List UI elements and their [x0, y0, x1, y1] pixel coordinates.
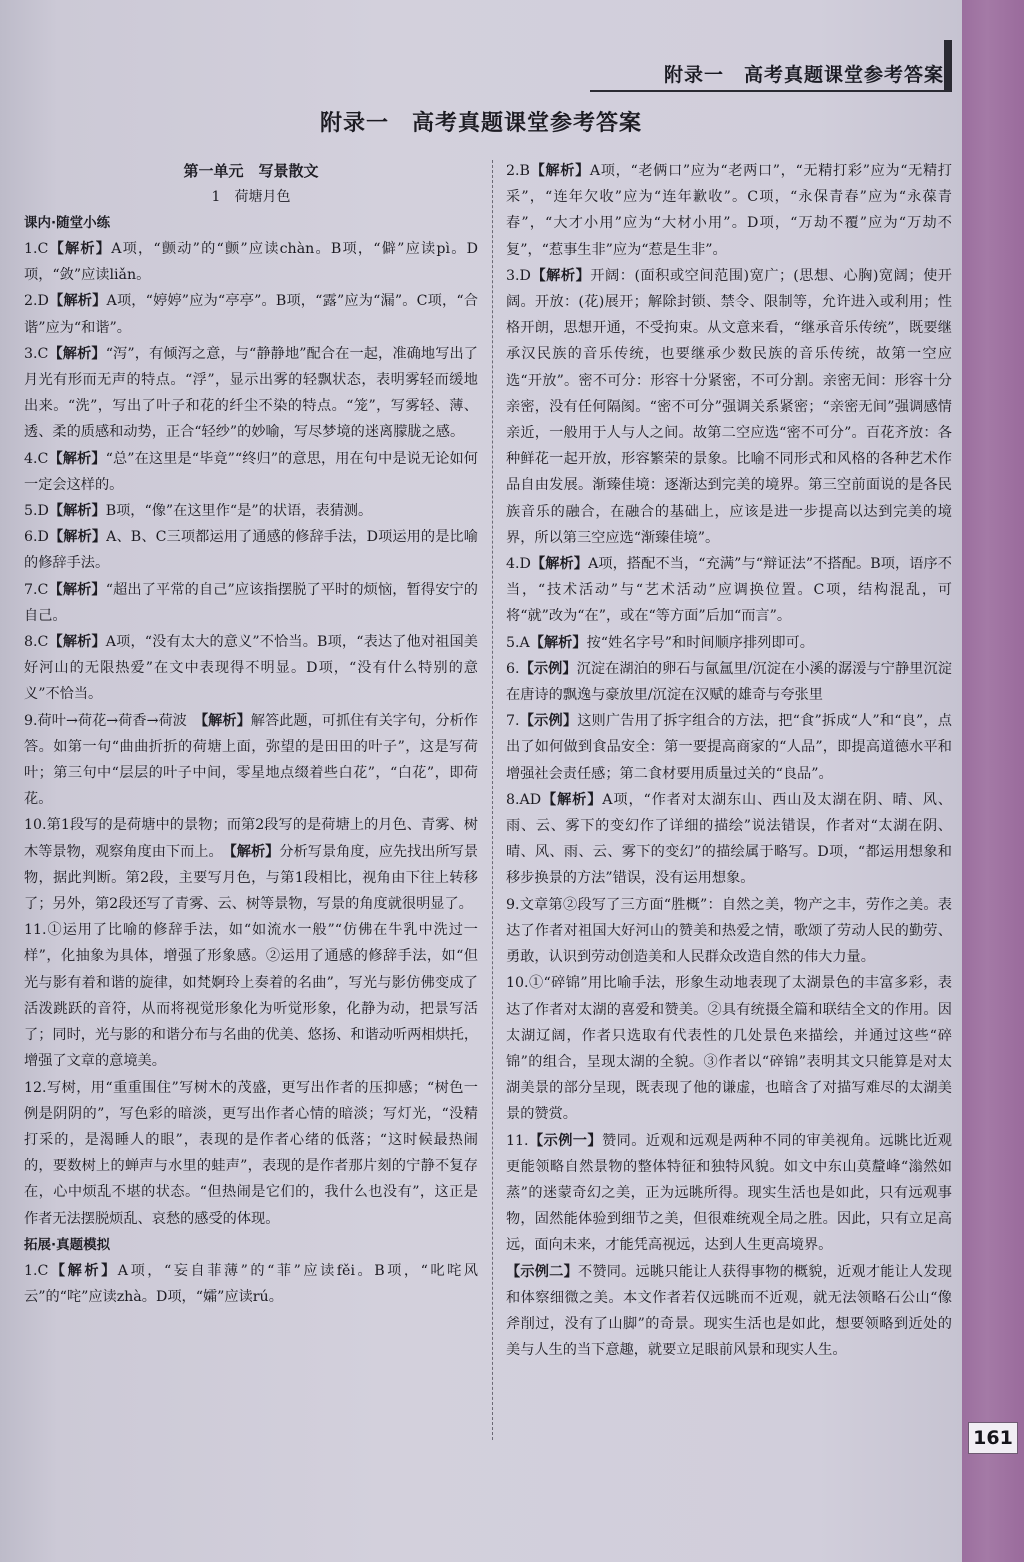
answer-tag: 【解析】	[529, 634, 587, 651]
answer-tag: 【解析】	[48, 1262, 118, 1279]
answer-item	[24, 288, 478, 340]
answer-number: 12.	[24, 1079, 47, 1096]
answer-text: “超出了平常的自己”应该指摆脱了平时的烦恼，暂得安宁的自己。	[24, 581, 478, 624]
answer-text: “总”在这里是“毕竟”“终归”的意思，用在句中是说无论如何一定会这样的。	[24, 450, 478, 493]
chapter-side-tab	[962, 0, 1024, 1562]
left-column	[24, 158, 478, 1310]
answer-item	[506, 656, 952, 708]
answer-number: 6.D	[24, 529, 49, 546]
answer-tag: 【解析】	[48, 241, 112, 257]
answer-number: 9.	[506, 896, 520, 913]
answer-text: 赞同。近观和远观是两种不同的审美视角。远眺比近观更能领略自然景物的整体特征和独特风貌。如文中东山莫釐峰“滃然如蒸”的迷蒙奇幻之美，正为远眺所得。现实生活也是如此，只有远观事物，固然能体验到细节之美，但很难统观全局之胜。因此，只有立足高远，面向未来，才能凭高视远，达到人生更高境界。	[506, 1132, 952, 1254]
answer-item	[506, 787, 952, 892]
column-divider	[492, 160, 493, 1440]
answer-item	[24, 498, 478, 524]
answer-number: 7.C	[24, 581, 49, 598]
answer-tag: 【解析】	[48, 503, 106, 520]
right-column	[506, 158, 952, 1363]
answer-item	[24, 577, 478, 629]
answer-item	[24, 1075, 478, 1232]
answer-text: “泻”，有倾泻之意，与“静静地”配合在一起，准确地写出了月光有形而无声的特点。“浮”，显示出雾的轻飘状态，表明雾轻而缓地出来。“洗”，写出了叶子和花的纤尘不染的特点。“笼”，写雾轻、薄、透、柔的质感和动势，正合“轻纱”的妙喻，写尽梦境的迷离朦胧之感。	[24, 345, 478, 441]
answer-tag: 【解析】	[530, 267, 591, 284]
answer-item	[24, 446, 478, 498]
answer-text: A项，“作者对太湖东山、西山及太湖在阴、晴、风、雨、云、雾下的变幻作了详细的描绘”说法错误，作者对“太湖在阴、晴、风、雨、云、雾下的变幻”的描绘属于略写。D项，“都运用想象和移步换景的方法”错误，没有运用想象。	[506, 791, 952, 887]
answer-number: 4.D	[506, 556, 531, 573]
answer-number: 1.C	[24, 1262, 49, 1279]
answer-tag: 【示例】	[519, 660, 577, 677]
answer-tag: 【示例一】	[528, 1132, 602, 1149]
answer-item	[24, 524, 478, 576]
answer-item	[506, 1128, 952, 1259]
answer-text: 开阔：(面积或空间范围)宽广；(思想、心胸)宽阔；使开阔。开放：(花)展开；解除封锁、禁令、限制等，允许进入或利用；性格开朗，思想开通，不受拘束。从文意来看，“继承音乐传统”，既要继承汉民族的音乐传统，也要继承少数民族的音乐传统，故第一空应选“开放”。密不可分：形容十分紧密，不可分割。亲密无间：形容十分亲密，没有任何隔阂。“密不可分”强调关系紧密；“亲密无间”强调感情亲近，一般用于人与人之间。故第二空应选“密不可分”。百花齐放：各种鲜花一起开放，形容繁荣的景象。比喻不同形式和风格的各种艺术作品自由发展。渐臻佳境：逐渐达到完美的境界。第三空前面说的是各民族音乐的融合，在融合的基础上，应该是进一步提高以达到完美的境界，所以第三空应选“渐臻佳境”。	[506, 267, 952, 546]
answer-list	[506, 158, 952, 1363]
answer-text: ①运用了比喻的修辞手法，如“如流水一般”“仿佛在牛乳中洗过一样”，化抽象为具体，增强了形象感。②运用了通感的修辞手法，如“但光与影有着和谐的旋律，如梵婀玲上奏着的名曲”，写光与影仿佛变成了活泼跳跃的音符，从而将视觉形象化为听觉形象，化静为动，把景写活了；同时，光与影的和谐分布与名曲的优美、悠扬、和谐动听两相烘托，增强了文章的意境美。	[24, 922, 479, 1070]
answer-number: 8.AD	[506, 791, 542, 808]
answer-text: 这则广告用了拆字组合的方法，把“食”拆成“人”和“良”，点出了如何做到食品安全：第一要提高商家的“人品”，即提高道德水平和增强社会责任感；第二食材要用质量过关的“良品”。	[506, 713, 952, 782]
answer-item	[506, 158, 952, 263]
answer-item	[506, 892, 952, 971]
answer-number: 2.B	[506, 163, 530, 179]
answer-tag: 【解析】	[229, 843, 280, 860]
header-rule	[590, 90, 952, 92]
answer-number: 3.D	[506, 267, 531, 284]
answer-text: A项，“妄自菲薄”的“菲”应读fěi。B项，“叱咤风云”的“咤”应读zhà。D项，“孀”应读rú。	[24, 1262, 478, 1305]
unit-heading: 第一单元 写景散文	[183, 162, 319, 180]
answer-tag: 【解析】	[201, 712, 251, 729]
answer-item	[506, 263, 952, 551]
running-header	[590, 58, 952, 88]
answer-tag: 【解析】	[48, 581, 106, 598]
answer-item	[506, 708, 952, 787]
answer-list	[24, 236, 478, 1232]
answer-prefix: 第1段写的是荷塘中的景物；而第2段写的是荷塘上的月色、青雾、树木等景物，观察角度由下而上。	[24, 817, 478, 860]
answer-item	[24, 341, 478, 446]
answer-text: ①“碎锦”用比喻手法，形象生动地表现了太湖景色的丰富多彩，表达了作者对太湖的喜爱和赞美。②具有统摄全篇和联结全文的作用。因太湖辽阔，作者只选取有代表性的几处景色来描绘，并通过这些“碎锦”的组合，呈现太湖的全貌。③作者以“碎锦”表明其文只能算是对太湖美景的部分呈现，既表现了他的谦虚，也暗含了对描写难尽的太湖美景的赞赏。	[506, 975, 952, 1123]
answer-tag: 【解析】	[48, 450, 106, 467]
answer-text: 解答此题，可抓住有关字句，分析作答。如第一句“曲曲折折的荷塘上面，弥望的是田田的叶子”，这是写荷叶；第三句中“层层的叶子中间，零星地点缀着些白花”，“白花”，即荷花。	[24, 712, 478, 808]
answer-text: 文章第②段写了三方面“胜概”：自然之美，物产之丰，劳作之美。表达了作者对祖国大好河山的赞美和热爱之情，歌颂了劳动人民的勤劳、勇敢，认识到劳动创造美和人民群众改造自然的伟大力量。	[506, 896, 952, 966]
answer-text: 分析写景角度，应先找出所写景物，据此判断。第2段，主要写月色，与第1段相比，视角由下往上转移了；另外，第2段还写了青雾、云、树等景物，写景的角度就很明显了。	[24, 843, 479, 913]
answer-item	[24, 708, 478, 813]
answer-item	[506, 630, 952, 656]
answer-tag: 【解析】	[48, 634, 106, 651]
lesson-heading: 1 荷塘月色	[211, 189, 291, 205]
answer-text: 不赞同。远眺只能让人获得事物的概貌，近观才能让人发现和体察细微之美。本文作者若仅远眺而不近观，就无法领略石公山“像斧削过，没有了山脚”的奇景。现实生活也是如此，想要领略到近处的美与人生的当下意趣，就要立足眼前风景和现实人生。	[506, 1263, 952, 1359]
answer-number: 7.	[506, 713, 520, 730]
answer-number: 10.	[506, 975, 529, 992]
answer-text: 沉淀在湖泊的卵石与氤氲里/沉淀在小溪的潺湲与宁静里沉淀在唐诗的飘逸与豪放里/沉淀在汉赋的雄奇与夸张里	[506, 660, 952, 704]
answer-text: A项，“婷婷”应为“亭亭”。B项，“露”应为“漏”。C项，“合谐”应为“和谐”。	[24, 293, 478, 336]
answer-tag: 【解析】	[530, 556, 589, 573]
answer-number: 5.D	[24, 503, 49, 520]
answer-tag: 【解析】	[48, 293, 107, 310]
answer-text: A、B、C三项都运用了通感的修辞手法，D项运用的是比喻的修辞手法。	[24, 529, 478, 572]
answer-text: 写树，用“重重围住”写树木的茂盛，更写出作者的压抑感；“树色一例是阴阴的”，写色彩的暗淡，更写出作者心情的暗淡；写灯光，“没精打采的，是渴睡人的眼”，表现的是作者心绪的低落；“这时候最热闹的，要数树上的蝉声与水里的蛙声”，表现的是作者那片刻的宁静不复存在，心中烦乱不堪的状态。“但热闹是它们的，我什么也没有”，这正是作者无法摆脱烦乱、哀愁的感受的体现。	[24, 1079, 478, 1227]
answer-tag: 【解析】	[48, 345, 106, 362]
answer-number: 4.C	[24, 450, 49, 467]
answer-text: A项，搭配不当，“充满”与“辩证法”不搭配。B项，语序不当，“技术活动”与“艺术活动”应调换位置。C项，结构混乱，可将“就”改为“在”，或在“等方面”后加“而言”。	[506, 556, 952, 625]
answer-item	[24, 812, 478, 917]
section-heading: 拓展·真题模拟	[24, 1236, 111, 1253]
answer-tag: 【解析】	[48, 529, 107, 546]
answer-text: A项，“老俩口”应为“老两口”，“无精打彩”应为“无精打采”，“连年欠收”应为“连年歉收”。C项，“永保青春”应为“永葆青春”，“大才小用”应为“大材小用”。D项，“万劫不覆”应为“万劫不复”，“惹事生非”应为“惹是生非”。	[506, 163, 952, 258]
answer-number: 9.	[24, 712, 38, 729]
answer-item	[506, 970, 952, 1127]
answer-number: 8.C	[24, 634, 49, 651]
answer-item	[506, 551, 952, 630]
answer-text: A项，“没有太大的意义”不恰当。B项，“表达了他对祖国美好河山的无限热爱”在文中表现得不明显。D项，“没有什么特别的意义”不恰当。	[24, 634, 478, 703]
answer-item	[506, 1259, 952, 1364]
answer-text: A项，“颤动”的“颤”应读chàn。B项，“僻”应读pì。D项，“敛”应读liǎn。	[24, 241, 478, 284]
section-heading: 课内·随堂小练	[24, 215, 111, 231]
answer-item	[24, 1258, 478, 1310]
answer-text: 按“姓名字号”和时间顺序排列即可。	[586, 634, 814, 651]
answer-number: 2.D	[24, 293, 49, 310]
answer-tag: 【示例二】	[506, 1263, 578, 1280]
answer-tag: 【示例】	[519, 713, 578, 730]
answer-item	[24, 236, 478, 288]
answer-number: 11.	[24, 922, 47, 939]
answer-number: 3.C	[24, 345, 49, 362]
answer-number: 5.A	[506, 634, 530, 651]
answer-number: 11.	[506, 1132, 529, 1149]
answer-prefix: 荷叶→荷花→荷香→荷波	[37, 712, 202, 729]
answer-tag: 【解析】	[541, 791, 603, 808]
header-bar	[944, 40, 952, 92]
answer-number: 1.C	[24, 241, 49, 257]
page-number: 161	[968, 1422, 1018, 1454]
answer-text: B项，“像”在这里作“是”的状语，表猜测。	[105, 503, 373, 520]
answer-tag: 【解析】	[529, 163, 590, 179]
answer-item	[24, 917, 478, 1074]
answer-list	[24, 1258, 478, 1310]
running-header-title: 附录一 高考真题课堂参考答案	[663, 63, 944, 86]
answer-number: 10.	[24, 817, 47, 834]
answer-item	[24, 629, 478, 708]
page-title: 附录一 高考真题课堂参考答案	[319, 111, 642, 136]
answer-number: 6.	[506, 660, 520, 677]
